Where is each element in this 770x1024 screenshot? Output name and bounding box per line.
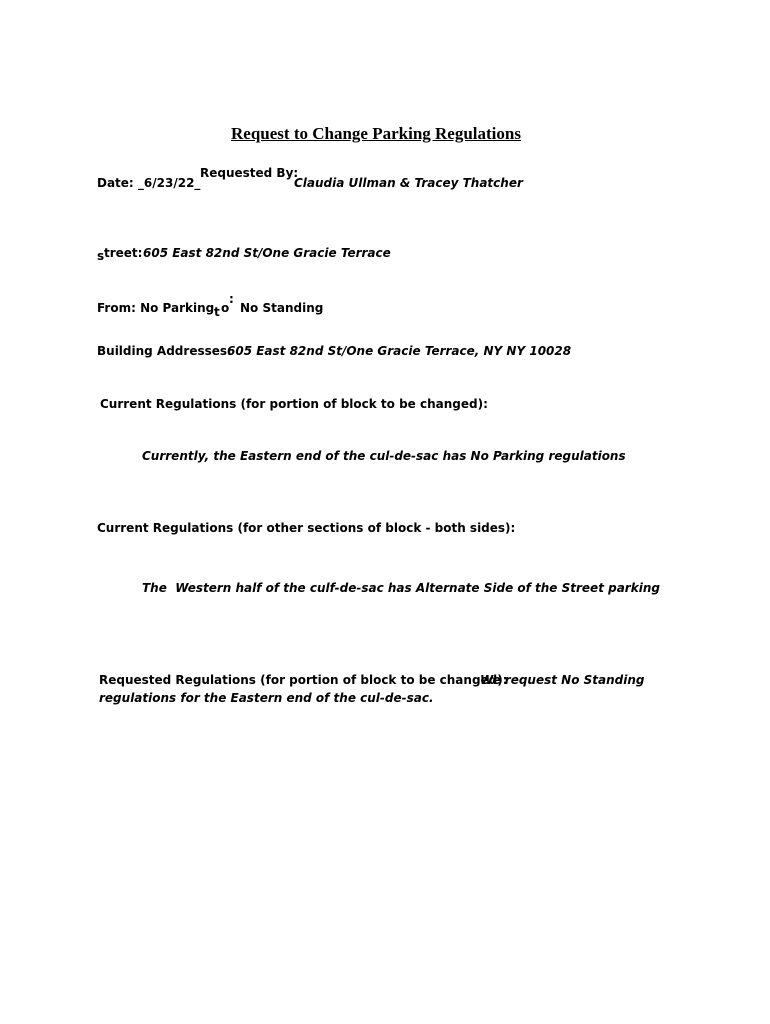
street-label: treet: — [104, 246, 143, 260]
to-letter-o: o — [221, 301, 230, 315]
from-label: From: No Parking — [97, 301, 215, 315]
requested-by-value: Claudia Ullman & Tracey Thatcher — [294, 176, 523, 190]
current-regulations-other-value: The Western half of the culf-de-sac has Alternate Side of the Street parking — [142, 581, 660, 595]
requested-regulations-label: Requested Regulations (for portion of block to be changed): — [99, 673, 508, 687]
building-addresses-label: Building Addresses: — [97, 344, 232, 358]
to-colon: : — [229, 292, 234, 306]
page-title: Request to Change Parking Regulations — [231, 124, 521, 143]
requested-regulations-value-line1: We request No Standing — [480, 673, 645, 687]
current-regulations-portion-label: Current Regulations (for portion of block to be changed): — [100, 397, 488, 411]
current-regulations-portion-value: Currently, the Eastern end of the cul-de-sac has No Parking regulations — [142, 449, 626, 463]
date-label: Date: _6/23/22_ — [97, 176, 201, 190]
requested-regulations-value-line2: regulations for the Eastern end of the cul-de-sac. — [99, 691, 434, 705]
to-letter-t: t — [214, 305, 220, 319]
to-value: No Standing — [240, 301, 324, 315]
street-first-letter: s — [97, 249, 105, 263]
building-addresses-value: 605 East 82nd St/One Gracie Terrace, NY NY 10028 — [227, 344, 572, 358]
street-value: 605 East 82nd St/One Gracie Terrace — [143, 246, 391, 260]
requested-by-label: Requested By: — [200, 166, 299, 180]
current-regulations-other-label: Current Regulations (for other sections of block - both sides): — [97, 521, 516, 535]
